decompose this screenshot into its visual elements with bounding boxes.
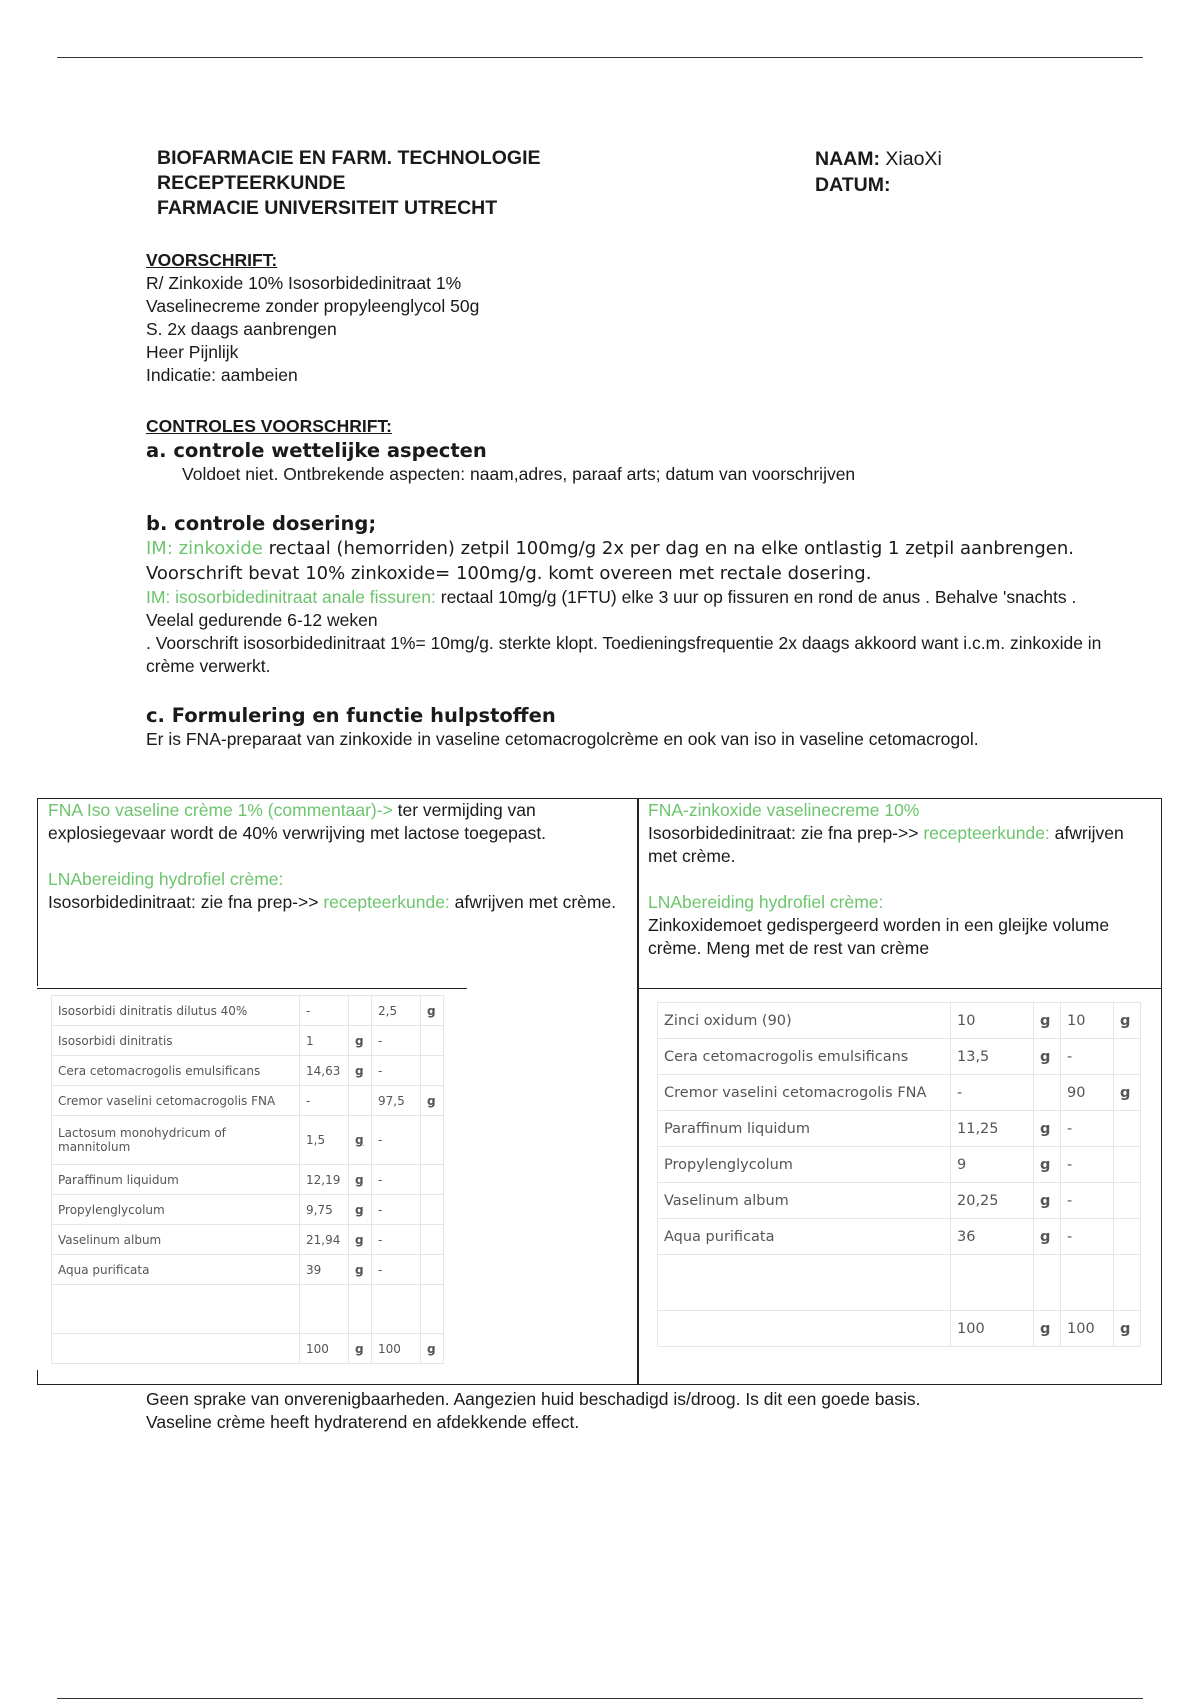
- total-cell: 100: [372, 1334, 421, 1364]
- controles-section: [146, 415, 1106, 751]
- quantity-cell: 1: [300, 1026, 349, 1056]
- ingredient-cell: Cremor vaselini cetomacrogolis FNA: [52, 1086, 300, 1116]
- dosering-iso: [146, 586, 1106, 632]
- name-row: [815, 146, 942, 172]
- bottom-rule: [57, 1698, 1143, 1699]
- voorschrift-line: S. 2x daags aanbrengen: [146, 319, 337, 339]
- unit-cell: g: [421, 1334, 444, 1364]
- lna-label: LNAbereiding hydrofiel crème:: [48, 869, 284, 889]
- voorschrift-line: R/ Zinkoxide 10% Isosorbidedinitraat 1%: [146, 273, 462, 293]
- quantity-cell: -: [372, 1116, 421, 1165]
- unit-cell: [421, 1255, 444, 1285]
- quantity-cell: 13,5: [951, 1039, 1034, 1075]
- iso-prep-text: Isosorbidedinitraat: zie fna prep->>: [648, 823, 924, 843]
- table-row: [52, 1086, 444, 1116]
- table-total-row: [52, 1334, 444, 1364]
- student-info: [815, 146, 942, 198]
- course-header: [157, 146, 541, 221]
- quantity-cell: 39: [300, 1255, 349, 1285]
- quantity-cell: -: [1061, 1039, 1114, 1075]
- zinkoxide-label: IM: zinkoxide: [146, 538, 263, 559]
- total-cell: 100: [300, 1334, 349, 1364]
- unit-cell: [421, 1195, 444, 1225]
- unit-cell: g: [1034, 1183, 1061, 1219]
- quantity-cell: -: [300, 1086, 349, 1116]
- table-row: [658, 1147, 1141, 1183]
- conclusion-text: [146, 1388, 920, 1434]
- fna-iso-label: FNA Iso vaseline crème 1% (commentaar)->: [48, 800, 393, 820]
- ingredient-cell: Lactosum monohydricum of mannitolum: [52, 1116, 300, 1165]
- unit-cell: g: [349, 1056, 372, 1086]
- unit-cell: g: [1114, 1311, 1141, 1347]
- table-row: [658, 1219, 1141, 1255]
- iso-text: rectaal 10mg/g (1FTU) elke 3 uur op fissuren en rond de anus . Behalve 'snachts . Veelal gedurende 6-12 weken: [146, 587, 1077, 630]
- quantity-cell: 21,94: [300, 1225, 349, 1255]
- date-row: [815, 172, 942, 198]
- iso-label: IM: isosorbidedinitraat anale fissuren:: [146, 587, 436, 607]
- right-cell-text: [648, 799, 1148, 960]
- quantity-cell: 9: [951, 1147, 1034, 1183]
- name-value: XiaoXi: [885, 148, 942, 170]
- unit-cell: [1114, 1219, 1141, 1255]
- table-row: [52, 1165, 444, 1195]
- left-cell-p1: [48, 799, 633, 845]
- voorschrift-line: Indicatie: aambeien: [146, 365, 298, 385]
- unit-cell: g: [349, 1225, 372, 1255]
- table-row: [52, 1056, 444, 1086]
- unit-cell: [421, 1225, 444, 1255]
- unit-cell: [349, 996, 372, 1026]
- ingredient-cell: Aqua purificata: [658, 1219, 951, 1255]
- controle-b-heading: b. controle dosering;: [146, 512, 377, 535]
- ingredient-cell: Paraffinum liquidum: [52, 1165, 300, 1195]
- quantity-cell: -: [372, 1026, 421, 1056]
- dosering-conclusie: . Voorschrift isosorbidedinitraat 1%= 10mg/g. sterkte klopt. Toedieningsfrequentie 2x daags akkoord want i.c.m. zinkoxide in crème verwerkt.: [146, 633, 1102, 676]
- header-line: BIOFARMACIE EN FARM. TECHNOLOGIE: [157, 147, 541, 169]
- controle-c-heading: c. Formulering en functie hulpstoffen: [146, 704, 556, 727]
- unit-cell: [1114, 1111, 1141, 1147]
- unit-cell: [421, 1026, 444, 1056]
- table-row: [658, 1075, 1141, 1111]
- quantity-cell: -: [1061, 1219, 1114, 1255]
- fna-zinkoxide-label: FNA-zinkoxide vaselinecreme 10%: [648, 800, 920, 820]
- quantity-cell: 10: [951, 1003, 1034, 1039]
- unit-cell: g: [1034, 1111, 1061, 1147]
- unit-cell: [421, 1116, 444, 1165]
- quantity-cell: 9,75: [300, 1195, 349, 1225]
- unit-cell: g: [1034, 1039, 1061, 1075]
- unit-cell: [349, 1086, 372, 1116]
- total-cell: 100: [1061, 1311, 1114, 1347]
- ingredient-cell: Vaselinum album: [658, 1183, 951, 1219]
- controle-a-heading: a. controle wettelijke aspecten: [146, 439, 487, 462]
- unit-cell: g: [1034, 1311, 1061, 1347]
- quantity-cell: -: [1061, 1147, 1114, 1183]
- dosering-zinkoxide: [146, 536, 1106, 586]
- quantity-cell: 14,63: [300, 1056, 349, 1086]
- zinkoxide-prep-text: Zinkoxidemoet gedispergeerd worden in een gleijke volume crème. Meng met de rest van crème: [648, 915, 1110, 958]
- table-row: [52, 1255, 444, 1285]
- unit-cell: g: [349, 1334, 372, 1364]
- table-row: [52, 1225, 444, 1255]
- ingredient-cell: Cera cetomacrogolis emulsificans: [658, 1039, 951, 1075]
- table-row: [52, 1195, 444, 1225]
- ingredient-cell: Vaselinum album: [52, 1225, 300, 1255]
- quantity-cell: 20,25: [951, 1183, 1034, 1219]
- quantity-cell: 10: [1061, 1003, 1114, 1039]
- ingredient-cell: Propylenglycolum: [52, 1195, 300, 1225]
- voorschrift-heading: VOORSCHRIFT:: [146, 250, 278, 270]
- unit-cell: g: [1114, 1075, 1141, 1111]
- controle-a-text: Voldoet niet. Ontbrekende aspecten: naam,adres, paraaf arts; datum van voorschrijven: [182, 464, 856, 484]
- quantity-cell: -: [372, 1255, 421, 1285]
- ingredient-cell: Cera cetomacrogolis emulsificans: [52, 1056, 300, 1086]
- unit-cell: g: [349, 1255, 372, 1285]
- quantity-cell: 97,5: [372, 1086, 421, 1116]
- table-total-row: [658, 1311, 1141, 1347]
- top-rule: [57, 57, 1143, 58]
- voorschrift-line: Heer Pijnlijk: [146, 342, 239, 362]
- ingredient-cell: Zinci oxidum (90): [658, 1003, 951, 1039]
- quantity-cell: -: [372, 1165, 421, 1195]
- unit-cell: g: [1034, 1003, 1061, 1039]
- recipe-table-iso: [51, 995, 444, 1364]
- unit-cell: [421, 1165, 444, 1195]
- zinkoxide-text: rectaal (hemorriden) zetpil 100mg/g 2x per dag en na elke ontlastig 1 zetpil aanbrengen. Voorschrift bevat 10% zinkoxide= 100mg/g. komt overeen met rectale dosering.: [146, 538, 1074, 584]
- lna-label: LNAbereiding hydrofiel crème:: [648, 892, 884, 912]
- controles-heading: CONTROLES VOORSCHRIFT:: [146, 416, 392, 436]
- quantity-cell: 36: [951, 1219, 1034, 1255]
- ingredient-cell: Paraffinum liquidum: [658, 1111, 951, 1147]
- total-cell: 100: [951, 1311, 1034, 1347]
- recepteerkunde-label: recepteerkunde:: [323, 892, 450, 912]
- recipe-table-zinkoxide: [657, 1002, 1141, 1347]
- conclusion-line: Vaseline crème heeft hydraterend en afdekkende effect.: [146, 1412, 580, 1432]
- voorschrift-line: Vaselinecreme zonder propyleenglycol 50g: [146, 296, 480, 316]
- unit-cell: [1114, 1039, 1141, 1075]
- left-cell-text: [48, 799, 633, 914]
- unit-cell: g: [349, 1116, 372, 1165]
- quantity-cell: -: [372, 1056, 421, 1086]
- unit-cell: [1114, 1183, 1141, 1219]
- quantity-cell: -: [300, 996, 349, 1026]
- table-row: [52, 996, 444, 1026]
- fna-iso-text: ter vermijding van explosiegevaar wordt de 40% verwrijving met lactose toegepast.: [48, 800, 547, 843]
- unit-cell: g: [349, 1195, 372, 1225]
- ingredient-cell: Propylenglycolum: [658, 1147, 951, 1183]
- iso-prep-text: Isosorbidedinitraat: zie fna prep->>: [48, 892, 324, 912]
- quantity-cell: 90: [1061, 1075, 1114, 1111]
- ingredient-cell: Aqua purificata: [52, 1255, 300, 1285]
- table-row: [658, 1183, 1141, 1219]
- left-cell-p3: [48, 891, 633, 914]
- controle-c-text: Er is FNA-preparaat van zinkoxide in vaseline cetomacrogolcrème en ook van iso in vaseline cetomacrogol.: [146, 729, 979, 749]
- table-row: [52, 1116, 444, 1165]
- right-cell-p2: [648, 822, 1148, 868]
- quantity-cell: -: [1061, 1183, 1114, 1219]
- table-row: [658, 1003, 1141, 1039]
- voorschrift-section: [146, 249, 479, 387]
- table-row: [658, 1039, 1141, 1075]
- table-row: [658, 1111, 1141, 1147]
- date-label: DATUM:: [815, 174, 891, 196]
- unit-cell: g: [349, 1026, 372, 1056]
- table-row: [52, 1026, 444, 1056]
- ingredient-cell: Cremor vaselini cetomacrogolis FNA: [658, 1075, 951, 1111]
- unit-cell: [421, 1056, 444, 1086]
- quantity-cell: -: [951, 1075, 1034, 1111]
- quantity-cell: 2,5: [372, 996, 421, 1026]
- recepteerkunde-label: recepteerkunde:: [923, 823, 1050, 843]
- ingredient-cell: Isosorbidi dinitratis dilutus 40%: [52, 996, 300, 1026]
- unit-cell: g: [1034, 1147, 1061, 1183]
- unit-cell: g: [349, 1165, 372, 1195]
- iso-prep-tail: afwrijven met crème.: [449, 892, 617, 912]
- table-row-empty: [52, 1285, 444, 1334]
- unit-cell: [1034, 1075, 1061, 1111]
- quantity-cell: -: [372, 1225, 421, 1255]
- table-row-empty: [658, 1255, 1141, 1311]
- name-label: NAAM:: [815, 148, 880, 170]
- header-line: RECEPTEERKUNDE: [157, 172, 346, 194]
- ingredient-cell: Isosorbidi dinitratis: [52, 1026, 300, 1056]
- header-line: FARMACIE UNIVERSITEIT UTRECHT: [157, 197, 498, 219]
- unit-cell: g: [421, 996, 444, 1026]
- quantity-cell: 11,25: [951, 1111, 1034, 1147]
- quantity-cell: 12,19: [300, 1165, 349, 1195]
- quantity-cell: -: [1061, 1111, 1114, 1147]
- quantity-cell: -: [372, 1195, 421, 1225]
- quantity-cell: 1,5: [300, 1116, 349, 1165]
- unit-cell: g: [1034, 1219, 1061, 1255]
- unit-cell: [1114, 1147, 1141, 1183]
- conclusion-line: Geen sprake van onverenigbaarheden. Aangezien huid beschadigd is/droog. Is dit een goede basis.: [146, 1389, 921, 1409]
- iso-prep-tail: afwrijven met crème.: [648, 823, 1124, 866]
- unit-cell: g: [421, 1086, 444, 1116]
- unit-cell: g: [1114, 1003, 1141, 1039]
